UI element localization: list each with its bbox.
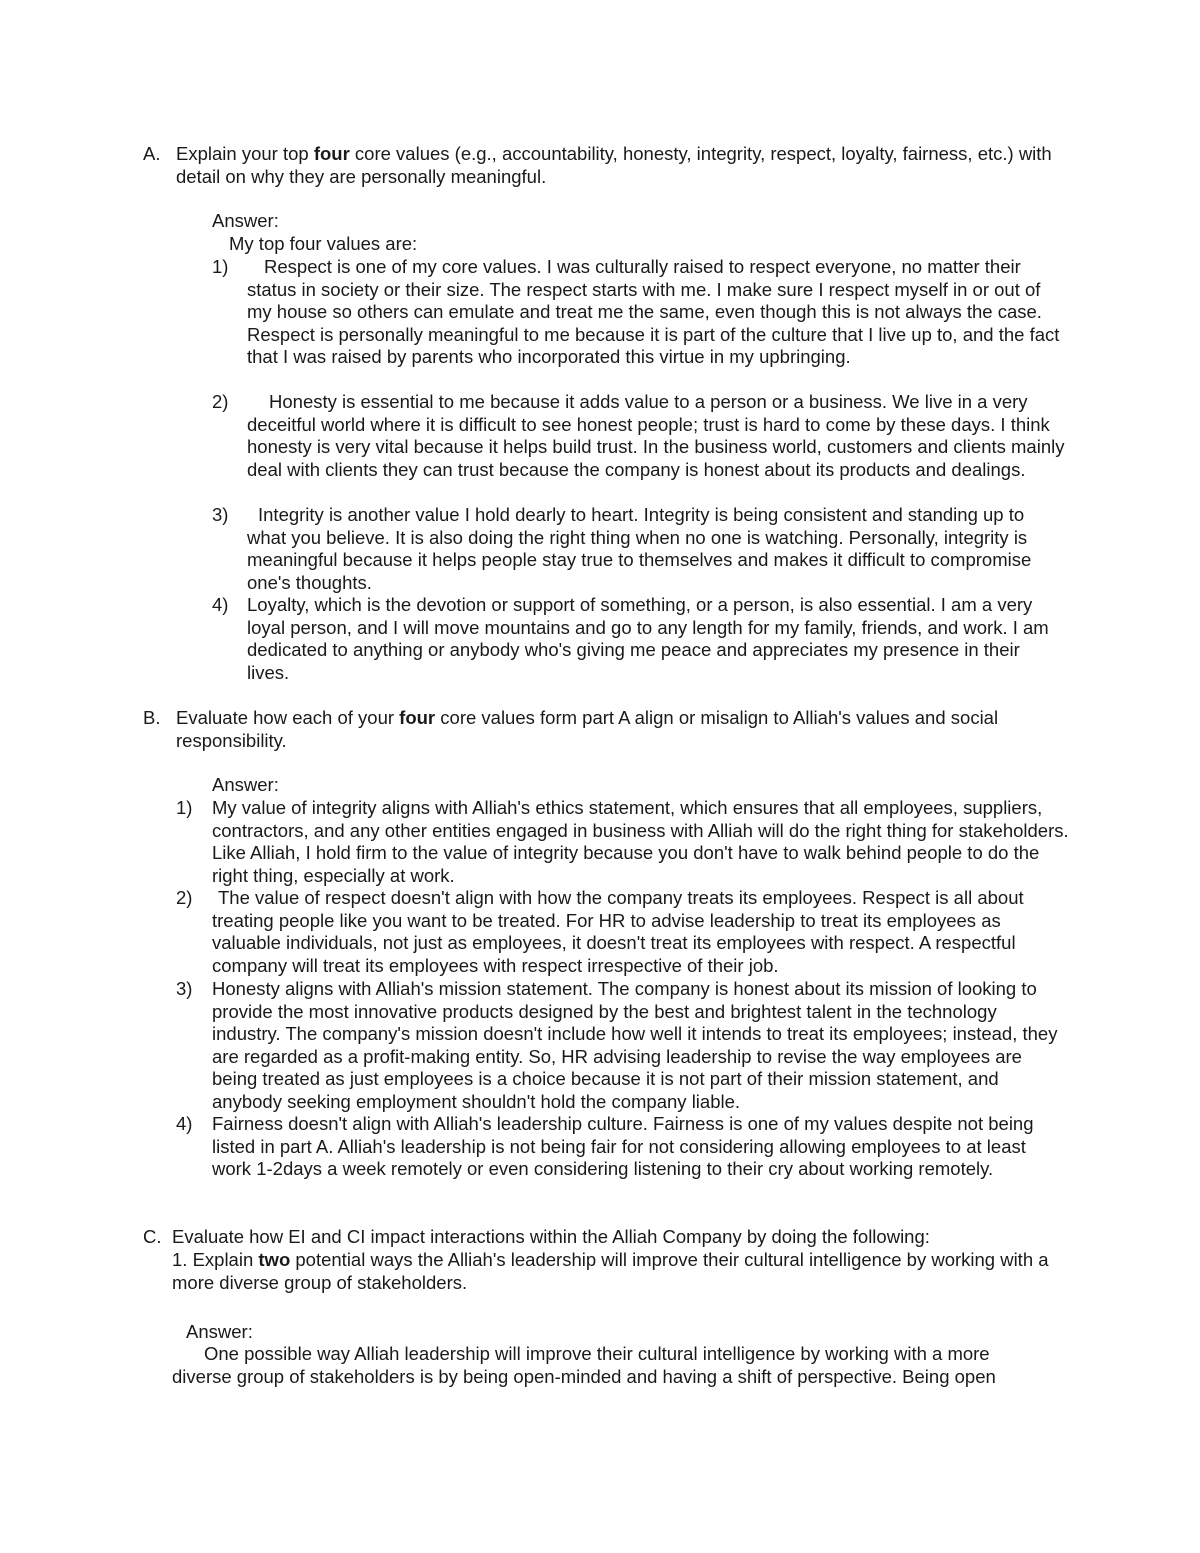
section-a-item-2-number: 2) — [212, 391, 229, 412]
section-b-prompt-emphasis: four — [399, 707, 436, 728]
section-b-marker: B. — [143, 707, 161, 728]
section-a-item-1-number: 1) — [212, 256, 229, 277]
section-c-answer-label: Answer: — [186, 1321, 253, 1342]
section-a-answer-label: Answer: — [212, 210, 279, 231]
section-c-subprompt — [172, 1249, 1062, 1294]
section-b-prompt-start: Evaluate how each of your — [176, 707, 400, 728]
section-a-prompt-start: Explain your top — [176, 143, 314, 164]
section-a-prompt — [176, 143, 1056, 188]
section-c-subprompt-start: 1. Explain — [172, 1249, 259, 1270]
section-a-item-4-number: 4) — [212, 594, 229, 615]
section-c-marker: C. — [143, 1226, 162, 1247]
section-a-marker: A. — [143, 143, 161, 164]
section-a-intro: My top four values are: — [229, 233, 418, 254]
section-b-item-3-text: Honesty aligns with Alliah's mission statement. The company is honest about its mission of looking to provide the most innovative products designed by the best and brightest talent in the technology industry. The company's mission doesn't include how well it intends to treat its employees; instead, they are regarded as a profit-making entity. So, HR advising leadership to revise the way employees are being treated as just employees is a choice because it is not part of their mission statement, and anybody seeking employment shouldn't hold the company liable. — [212, 978, 1058, 1112]
section-b-prompt-end: core values form part A align or misalign to Alliah's values and social responsibility. — [176, 707, 999, 751]
section-c-prompt: Evaluate how EI and CI impact interactions within the Alliah Company by doing the following: — [172, 1226, 930, 1247]
section-b-item-2-number: 2) — [176, 887, 193, 908]
section-b-item-4-number: 4) — [176, 1113, 193, 1134]
section-c-subprompt-emphasis: two — [258, 1249, 291, 1270]
section-a-item-4-text: Loyalty, which is the devotion or support of something, or a person, is also essential. I am a very loyal person, and I will move mountains and go to any length for my family, friends, and work. I am dedicated to anything or anybody who's giving me peace and appreciates my presence in their lives. — [247, 594, 1049, 683]
section-b-answer-label: Answer: — [212, 774, 279, 795]
section-b-item-1-number: 1) — [176, 797, 193, 818]
section-b-item-1-text: My value of integrity aligns with Alliah's ethics statement, which ensures that all employees, suppliers, contractors, and any other entities engaged in business with Alliah will do the right thing for stakeholders. Like Alliah, I hold firm to the value of integrity because you don't have to walk behind people to do the right thing, especially at work. — [212, 797, 1069, 886]
section-c-answer-paragraph: One possible way Alliah leadership will improve their cultural intelligence by working with a more diverse group of stakeholders is by being open-minded and having a shift of perspective. Being open — [172, 1343, 996, 1387]
section-b-item-2-text: The value of respect doesn't align with how the company treats its employees. Respect is all about treating people like you want to be treated. For HR to advise leadership to treat its employees as valuable individuals, not just as employees, it doesn't treat its employees with respect. A respectful company will treat its employees with respect irrespective of their job. — [212, 887, 1024, 976]
section-b-item-4-text: Fairness doesn't align with Alliah's leadership culture. Fairness is one of my values despite not being listed in part A. Alliah's leadership is not being fair for not considering allowing employees to at least work 1-2days a week remotely or even considering listening to their cry about working remotely. — [212, 1113, 1034, 1180]
section-a-prompt-emphasis: four — [313, 143, 350, 164]
section-c-subprompt-end: potential ways the Alliah's leadership will improve their cultural intelligence by working with a more diverse group of stakeholders. — [172, 1249, 1049, 1293]
section-a-prompt-end: core values (e.g., accountability, honesty, integrity, respect, loyalty, fairness, etc.) with detail on why they are personally meaningful. — [176, 143, 1052, 187]
section-b-item-3-number: 3) — [176, 978, 193, 999]
section-a-item-3-text: Integrity is another value I hold dearly to heart. Integrity is being consistent and standing up to what you believe. It is also doing the right thing when no one is watching. Personally, integrity is meaningful because it helps people stay true to themselves and makes it difficult to compromise one's thoughts. — [247, 504, 1032, 593]
section-a-item-3-number: 3) — [212, 504, 229, 525]
section-a-item-2-text: Honesty is essential to me because it adds value to a person or a business. We live in a very deceitful world where it is difficult to see honest people; trust is hard to come by these days. I think honesty is very vital because it helps build trust. In the business world, customers and clients mainly deal with clients they can trust because the company is honest about its products and dealings. — [247, 391, 1065, 480]
section-a-item-1-text: Respect is one of my core values. I was culturally raised to respect everyone, no matter their status in society or their size. The respect starts with me. I make sure I respect myself in or out of my house so others can emulate and treat me the same, even though this is not always the case. Respect is personally meaningful to me because it is part of the culture that I live up to, and the fact that I was raised by parents who incorporated this virtue in my upbringing. — [247, 256, 1060, 368]
section-b-prompt — [176, 707, 1066, 752]
